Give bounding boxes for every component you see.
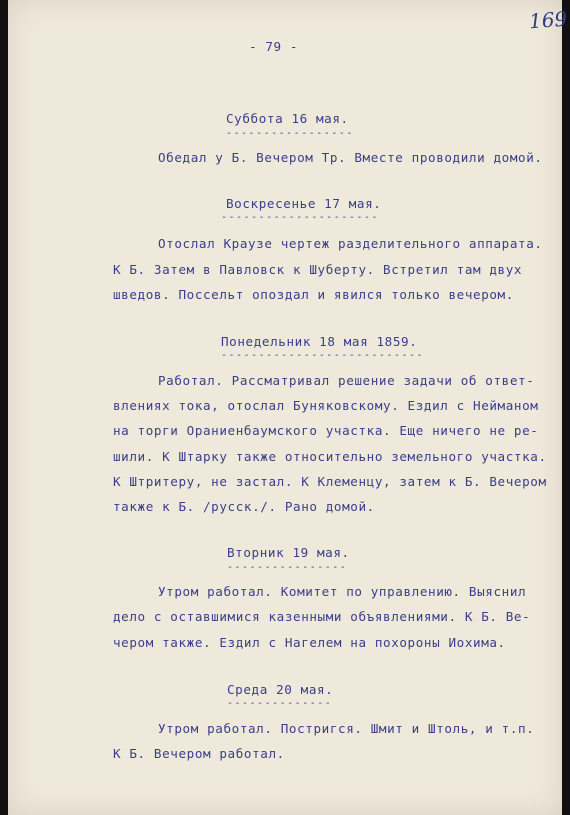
document-page	[8, 0, 568, 815]
entry-line: Утром работал. Комитет по управлению. Выяснил	[158, 584, 527, 599]
entry-heading: Среда 20 мая.	[227, 682, 334, 697]
entry-line: Утром работал. Постригся. Шмит и Штоль, и т.п.	[158, 721, 535, 736]
entry-line: влениях тока, отослал Буняковскому. Ездил с Нейманом	[113, 398, 539, 413]
heading-underline: -----------------	[226, 128, 354, 139]
entry-line: на торги Ораниенбаумского участка. Еще ничего не ре-	[113, 423, 539, 438]
archive-page-number: 169	[528, 6, 568, 34]
entry-heading: Воскресенье 17 мая.	[226, 196, 382, 211]
entry-line: чером также. Ездил с Нагелем на похороны Иохима.	[113, 635, 506, 650]
entry-heading: Понедельник 18 мая 1859.	[221, 334, 418, 349]
heading-underline: ---------------------	[221, 212, 379, 223]
entry-line: дело с оставшимися казенными объявлениями. К Б. Ве-	[113, 609, 531, 624]
entry-heading: Вторник 19 мая.	[227, 545, 350, 560]
page-number: - 79 -	[249, 39, 299, 54]
entry-line: Обедал у Б. Вечером Тр. Вместе проводили домой.	[158, 150, 543, 165]
entry-heading: Суббота 16 мая.	[226, 111, 349, 126]
entry-line: шили. К Штарку также относительно земельного участка.	[113, 449, 547, 464]
entry-line: Работал. Рассматривал решение задачи об ответ-	[158, 373, 535, 388]
entry-line: Отослал Краузе чертеж разделительного аппарата.	[158, 236, 543, 251]
entry-line: К Б. Вечером работал.	[113, 746, 285, 761]
entry-line: К Штритеру, не застал. К Клеменцу, затем к Б. Вечером	[113, 474, 547, 489]
entry-line: шведов. Поссельт опоздал и явился только вечером.	[113, 287, 514, 302]
heading-underline: ----------------	[227, 562, 348, 573]
heading-underline: ---------------------------	[221, 350, 425, 361]
entry-line: также к Б. /русск./. Рано домой.	[113, 499, 375, 514]
entry-line: К Б. Затем в Павловск к Шуберту. Встретил там двух	[113, 262, 523, 277]
heading-underline: --------------	[227, 698, 333, 709]
